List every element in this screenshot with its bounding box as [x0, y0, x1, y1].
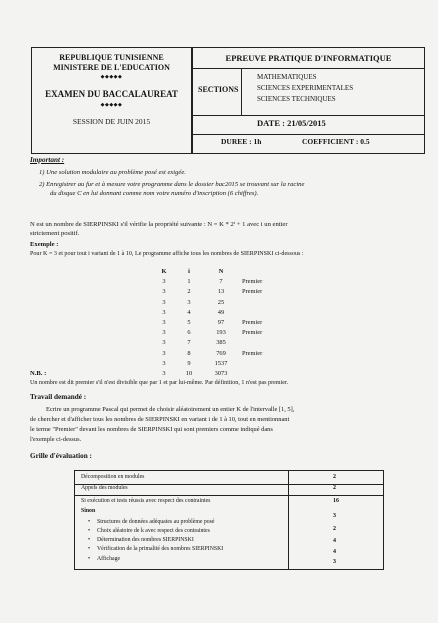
cell-status: Premier: [242, 318, 263, 326]
header-k: K: [161, 268, 167, 275]
header-line: [191, 134, 425, 135]
bullet-icon: •: [88, 519, 91, 525]
cell-i: 6: [187, 329, 191, 337]
table-row: [150, 277, 282, 287]
cell-n: 13: [217, 288, 225, 296]
cell-status: Premier: [242, 288, 263, 296]
cell-n: 193: [216, 329, 226, 337]
cell-k: 3: [162, 278, 166, 286]
table-row: [150, 338, 282, 348]
table-row: [150, 308, 282, 318]
cell-i: 1: [187, 278, 191, 286]
bullet-icon: •: [88, 546, 91, 552]
travail-title: Travail demandé :: [30, 393, 87, 401]
cell-status: Premier: [242, 349, 263, 357]
cell-status: Premier: [242, 278, 263, 286]
sierpinski-table: [150, 267, 282, 379]
table-row: [150, 359, 282, 369]
cell-n: 769: [216, 349, 226, 357]
section-item: SCIENCES TECHNIQUES: [257, 95, 336, 103]
grille-row-label: Affichage: [97, 556, 121, 562]
grid-column-line: [288, 471, 289, 569]
cell-n: 97: [217, 318, 225, 326]
grid-row-line: [75, 495, 383, 496]
header-status: [242, 267, 282, 277]
grille-row-value: 2: [333, 474, 336, 480]
cell-i: 8: [187, 349, 191, 357]
nb-title: N.B. :: [30, 370, 47, 377]
coefficient-label: COEFFICIENT : 0.5: [302, 137, 370, 146]
cell-i: 5: [187, 318, 191, 326]
grille-row-label: Structures de données adéquates au problème posé: [97, 519, 215, 525]
cell-n: 1537: [214, 359, 228, 367]
header-box: [31, 47, 425, 154]
cell-k: 3: [162, 349, 166, 357]
travail-line: le terme "Premier" devant les nombres de SIERPINSKI qui sont premiers comme indiqué dans: [30, 426, 273, 433]
stars-bottom: ◆◆◆◆◆: [100, 103, 123, 108]
section-item: SCIENCES EXPERIMENTALES: [257, 84, 354, 92]
cell-n: 7: [219, 278, 223, 286]
grille-row-label: Appels des modules: [81, 485, 128, 491]
sections-list: [257, 72, 353, 105]
session-label: SESSION DE JUIN 2015: [72, 117, 151, 126]
bullet-icon: •: [88, 537, 91, 543]
grille-row-label: Vérification de la primalité des nombres SIERPINSKI: [97, 546, 224, 552]
grille-title: Grille d'évaluation :: [30, 452, 92, 460]
section-item: MATHEMATIQUES: [257, 73, 317, 81]
grille-row-value: 4: [333, 549, 336, 555]
bullet-icon: •: [88, 528, 91, 534]
table-row: [150, 318, 282, 328]
grille-row-label: Si exécution et tests réussis avec respect des contraintes: [81, 498, 211, 504]
important-item: 2) Enregistrer au fur et à mesure votre programme dans le dossier bac2015 se trouvant sur la racine: [39, 181, 305, 188]
header-n: N: [218, 268, 224, 275]
header-line: [191, 68, 425, 69]
table-row: [150, 328, 282, 338]
travail-line: Ecrire un programme Pascal qui permet de choisir aléatoirement un entier K de l'intervalle [1, 5],: [46, 406, 295, 413]
cell-k: 3: [162, 288, 166, 296]
duree-label: DUREE : 1h: [221, 137, 262, 146]
cell-status: [242, 308, 282, 318]
cell-k: 3: [162, 339, 166, 347]
table-row: [150, 369, 282, 379]
cell-i: 2: [187, 288, 191, 296]
cell-k: 3: [162, 369, 166, 377]
exam-title: EXAMEN DU BACCALAUREAT: [45, 89, 178, 99]
exemple-text: Pour K = 3 et pour tout i variant de 1 à 10, Le programme affiche tous les nombres de SIERPINSKI ci-dessous :: [30, 251, 304, 257]
header-i: i: [188, 268, 190, 275]
cell-k: 3: [162, 318, 166, 326]
important-item: 1) Une solution modulaire au problème posé est exigée.: [39, 169, 186, 176]
travail-line: de chercher et d'afficher tous les nombres de SIERPINSKI en variant i de 1 à 10, tout en mentionnant: [30, 416, 290, 423]
cell-i: 9: [187, 359, 191, 367]
cell-i: 3: [187, 298, 191, 306]
cell-k: 3: [162, 298, 166, 306]
ministry-label: MINISTERE DE L'EDUCATION: [53, 63, 170, 72]
intro-line: N est un nombre de SIERPINSKI s'il vérifie la propriété suivante : N = K * 2ⁱ + 1 avec i un entier: [30, 221, 288, 228]
cell-n: 3073: [214, 369, 228, 377]
important-item: du disque C en lui donnant comme nom votre numéro d'inscription (6 chiffres).: [50, 190, 259, 197]
grille-row-value: 2: [333, 485, 336, 491]
country-label: REPUBLIQUE TUNISIENNE: [59, 53, 164, 62]
cell-status: Premier: [242, 329, 263, 337]
nb-text: Un nombre est dit premier s'il n'est divisible que par 1 et par lui-même. Par définition, 1 n'est pas premier.: [30, 380, 289, 386]
bullet-icon: •: [88, 556, 91, 562]
cell-k: 3: [162, 308, 166, 316]
sections-divider: [241, 68, 242, 115]
intro-line: strictement positif.: [30, 230, 80, 237]
travail-line: l'exemple ci-dessus.: [30, 436, 82, 443]
table-row: [150, 298, 282, 308]
table-row: [150, 349, 282, 359]
cell-status: [242, 369, 282, 379]
sections-label: SECTIONS: [198, 85, 239, 94]
stars-top: ◆◆◆◆◆: [100, 75, 123, 80]
grille-row-value: 4: [333, 538, 336, 544]
header-divider: [191, 48, 193, 153]
grille-row-label: Choix aléatoire de k avec respect des contraintes: [97, 528, 210, 534]
grille-row-value: 3: [333, 513, 336, 519]
cell-status: [242, 338, 282, 348]
cell-n: 385: [216, 339, 226, 347]
exemple-label: Exemple :: [30, 241, 59, 248]
grille-row-label: Détermination des nombres SIERPINSKI: [97, 537, 194, 543]
grille-row-value: 2: [333, 526, 336, 532]
header-line: [191, 115, 425, 116]
cell-status: [242, 298, 282, 308]
table-row: [150, 287, 282, 297]
cell-status: [242, 359, 282, 369]
grille-row-value: 3: [333, 559, 336, 565]
grille-row-label: Décomposition en modules: [81, 474, 145, 480]
cell-k: 3: [162, 329, 166, 337]
cell-i: 7: [187, 339, 191, 347]
grille-row-value: 16: [333, 498, 339, 504]
cell-i: 10: [185, 369, 193, 377]
cell-n: 49: [217, 308, 225, 316]
important-title: Important :: [30, 156, 65, 164]
grille-row-label: Sinon: [81, 508, 96, 514]
exam-date: DATE : 21/05/2015: [257, 118, 326, 128]
grille-table: [74, 470, 384, 570]
epreuve-title: EPREUVE PRATIQUE D'INFORMATIQUE: [225, 53, 392, 63]
cell-n: 25: [217, 298, 225, 306]
cell-k: 3: [162, 359, 166, 367]
table-header: [150, 267, 282, 277]
cell-i: 4: [187, 308, 191, 316]
